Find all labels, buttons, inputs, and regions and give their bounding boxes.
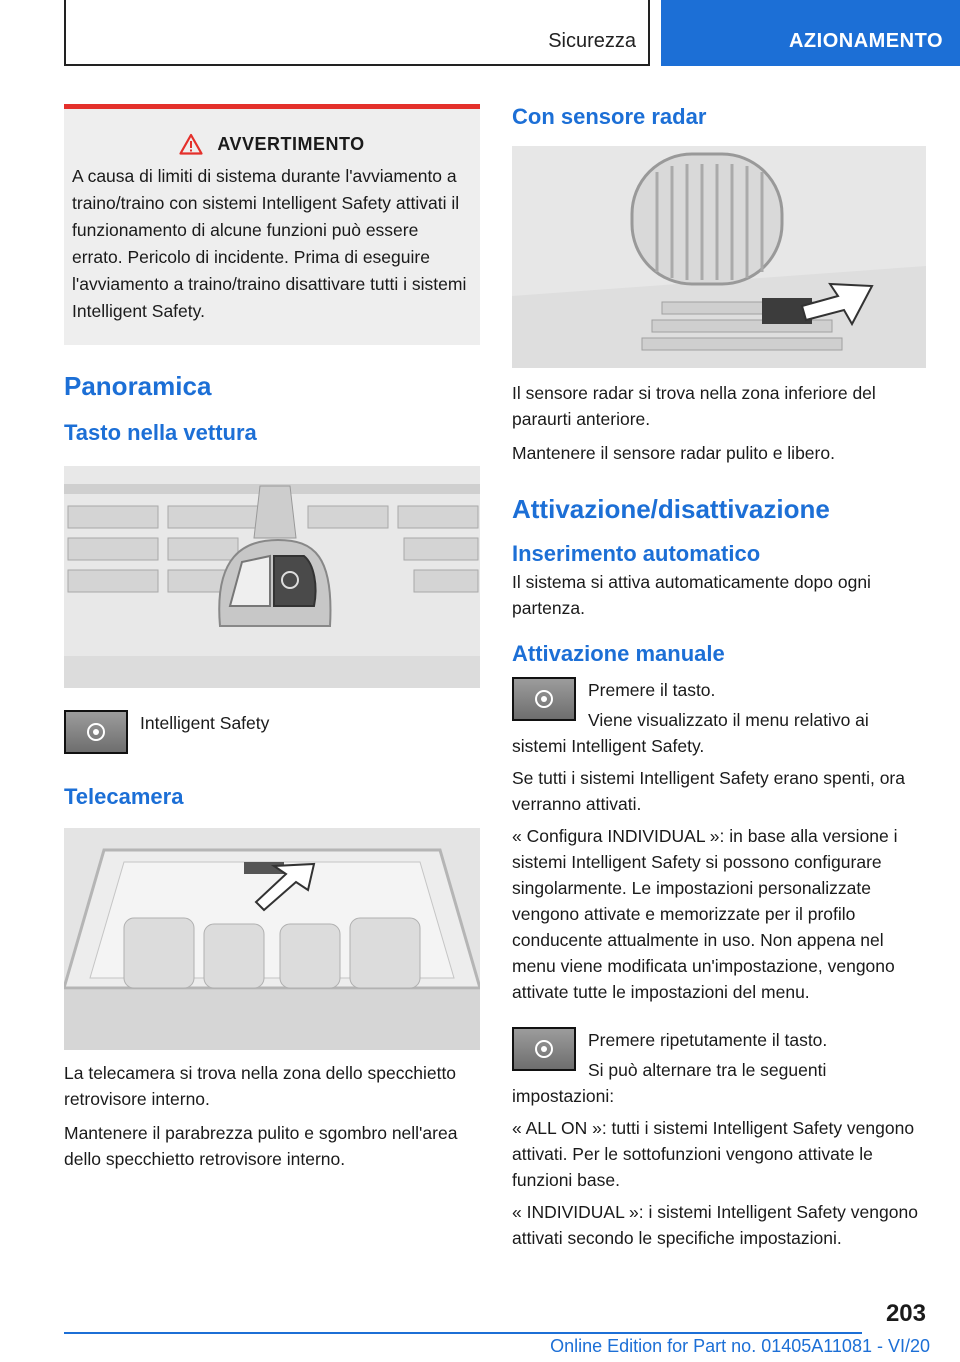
button-legend [64,710,480,754]
manual-step-press: Premere il tasto. [588,680,716,700]
camera-clean-text: Mantenere il parabrezza pulito e sgombro nell'area dello specchietto retrovisore interno. [64,1123,458,1169]
warning-text: A causa di limiti di sistema durante l'avviamento a traino/traino con sistemi Intelligent Safety attivati il funzionamento di alcune funzioni può essere errato. Pericolo di incidente. Prima di eseguire l'avviamento a traino/traino disattivare tutti i sistemi Intelligent Safety. [72,166,467,321]
repeat-press-block [512,1027,926,1109]
radar-illustration [512,146,926,368]
intelligent-safety-icon [512,1027,576,1071]
camera-location-text: La telecamera si trova nella zona dello specchietto retrovisore interno. [64,1063,457,1109]
auto-activation-text: Il sistema si attiva automaticamente dopo ogni partenza. [512,572,871,618]
camera-illustration [64,828,480,1050]
intelligent-safety-icon [64,710,128,754]
header-section: Sicurezza [548,30,636,52]
manual-step-menu: Viene visualizzato il menu relativo ai sistemi Intelligent Safety. [512,710,869,756]
manual-activation-block [512,677,926,759]
heading-overview: Panoramica [64,371,212,401]
heading-activation: Attivazione/disattivazione [512,494,830,524]
repeat-step-toggle: Si può alternare tra le seguenti impostazioni: [512,1060,827,1106]
left-column [64,104,480,1172]
warning-box [64,104,480,345]
button-illustration [64,466,480,688]
radar-location-text: Il sensore radar si trova nella zona inferiore del paraurti anteriore. [512,383,876,429]
page-number: 203 [885,1300,926,1327]
radar-clean-text: Mantenere il sensore radar pulito e libero. [512,443,835,463]
option-all-on-text: « ALL ON »: tutti i sistemi Intelligent Safety vengono attivati. Per le sottofunzioni vengono attivate le funzioni base. [512,1118,915,1190]
manual-individual-text: « Configura INDIVIDUAL »: in base alla versione i sistemi Intelligent Safety si possono configurare singolarmente. Le impostazioni personalizzate vengono attivate e memorizzate per il profilo conducente attualmente in uso. Non appena nel menu viene modificata un'impostazione, vengono attivate tutte le impostazioni del menu. [512,826,898,1002]
warning-title: AVVERTIMENTO [217,133,365,154]
heading-auto-activation: Inserimento automatico [512,541,761,566]
footer-divider [64,1332,862,1334]
button-label: Intelligent Safety [140,713,270,733]
warning-title-row [72,133,472,155]
heading-button-in-car: Tasto nella vettura [64,420,257,445]
header-chapter: AZIONAMENTO [788,30,943,52]
heading-manual-activation: Attivazione manuale [512,641,725,666]
intelligent-safety-icon [512,677,576,721]
option-individual-text: « INDIVIDUAL »: i sistemi Intelligent Safety vengono attivati secondo le specifiche impostazioni. [512,1202,918,1248]
manual-all-off-text: Se tutti i sistemi Intelligent Safety erano spenti, ora verranno attivati. [512,768,905,814]
right-column [512,104,926,1251]
heading-radar: Con sensore radar [512,104,707,129]
repeat-step-press: Premere ripetutamente il tasto. [588,1030,828,1050]
warning-triangle-icon [179,133,203,155]
edition-text: Online Edition for Part no. 01405A11081 - VI/20 [550,1336,930,1356]
heading-camera: Telecamera [64,784,184,809]
